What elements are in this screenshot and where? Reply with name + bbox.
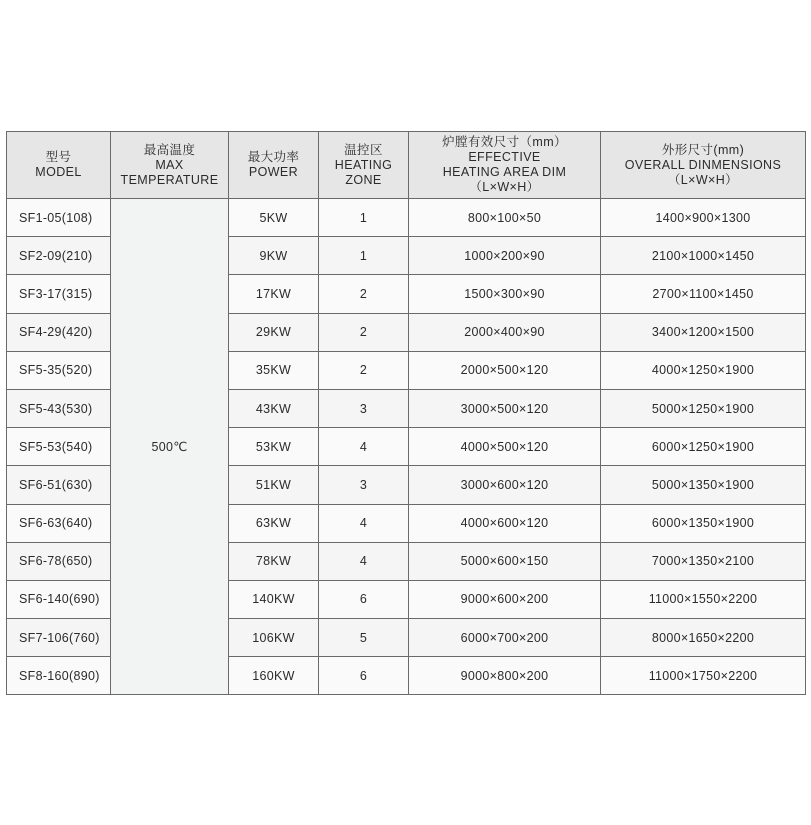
cell-power: 35KW (229, 351, 319, 389)
header-temperature-en-2: TEMPERATURE (120, 172, 219, 187)
cell-model: SF4-29(420) (7, 313, 111, 351)
table-header (7, 132, 806, 199)
cell-model: SF6-63(640) (7, 504, 111, 542)
cell-zone: 4 (319, 504, 409, 542)
header-power (229, 132, 319, 199)
cell-effective-dim: 5000×600×150 (409, 542, 601, 580)
cell-model: SF2-09(210) (7, 237, 111, 275)
cell-zone: 3 (319, 466, 409, 504)
header-temperature-en-1: MAX (155, 157, 184, 172)
cell-effective-dim: 2000×500×120 (409, 351, 601, 389)
header-temperature-cn: 最高温度 (143, 142, 196, 157)
header-model-cn: 型号 (45, 150, 72, 164)
header-zone (319, 132, 409, 199)
cell-model: SF1-05(108) (7, 199, 111, 237)
cell-effective-dim: 4000×500×120 (409, 428, 601, 466)
table-row (7, 199, 806, 237)
cell-zone: 2 (319, 313, 409, 351)
header-model (7, 132, 111, 199)
cell-model: SF5-53(540) (7, 428, 111, 466)
cell-effective-dim: 3000×600×120 (409, 466, 601, 504)
header-effective-en-2: HEATING AREA DIM (442, 165, 567, 179)
header-effective-lwh: （L×W×H） (469, 180, 540, 194)
cell-zone: 6 (319, 657, 409, 695)
table-body (7, 199, 806, 695)
cell-power: 43KW (229, 389, 319, 427)
cell-power: 29KW (229, 313, 319, 351)
header-overall-dim (601, 132, 806, 199)
cell-zone: 2 (319, 275, 409, 313)
cell-effective-dim: 3000×500×120 (409, 389, 601, 427)
header-power-cn: 最大功率 (247, 150, 300, 164)
cell-power: 51KW (229, 466, 319, 504)
cell-overall-dim: 11000×1550×2200 (601, 580, 806, 618)
cell-model: SF5-35(520) (7, 351, 111, 389)
cell-power: 17KW (229, 275, 319, 313)
cell-overall-dim: 5000×1250×1900 (601, 389, 806, 427)
header-zone-en-2: ZONE (345, 172, 382, 187)
cell-overall-dim: 4000×1250×1900 (601, 351, 806, 389)
cell-effective-dim: 1500×300×90 (409, 275, 601, 313)
cell-power: 160KW (229, 657, 319, 695)
cell-effective-dim: 2000×400×90 (409, 313, 601, 351)
cell-overall-dim: 6000×1250×1900 (601, 428, 806, 466)
cell-overall-dim: 1400×900×1300 (601, 199, 806, 237)
cell-zone: 1 (319, 237, 409, 275)
cell-model: SF6-51(630) (7, 466, 111, 504)
cell-model: SF6-140(690) (7, 580, 111, 618)
cell-overall-dim: 3400×1200×1500 (601, 313, 806, 351)
cell-max-temperature: 500℃ (111, 199, 229, 695)
header-temperature (111, 132, 229, 199)
header-row (7, 132, 806, 199)
cell-zone: 4 (319, 542, 409, 580)
header-overall-cn: 外形尺寸(mm) (661, 142, 745, 157)
cell-effective-dim: 9000×800×200 (409, 657, 601, 695)
cell-effective-dim: 6000×700×200 (409, 619, 601, 657)
cell-power: 9KW (229, 237, 319, 275)
cell-zone: 5 (319, 619, 409, 657)
cell-overall-dim: 7000×1350×2100 (601, 542, 806, 580)
header-zone-cn: 温控区 (344, 142, 383, 157)
spec-table (6, 131, 806, 695)
header-overall-en: OVERALL DINMENSIONS (624, 157, 782, 172)
cell-power: 78KW (229, 542, 319, 580)
cell-model: SF7-106(760) (7, 619, 111, 657)
cell-power: 53KW (229, 428, 319, 466)
header-power-en: POWER (248, 165, 299, 179)
cell-overall-dim: 2100×1000×1450 (601, 237, 806, 275)
cell-overall-dim: 8000×1650×2200 (601, 619, 806, 657)
cell-zone: 2 (319, 351, 409, 389)
cell-power: 140KW (229, 580, 319, 618)
cell-effective-dim: 4000×600×120 (409, 504, 601, 542)
cell-model: SF6-78(650) (7, 542, 111, 580)
cell-model: SF5-43(530) (7, 389, 111, 427)
cell-zone: 3 (319, 389, 409, 427)
cell-effective-dim: 800×100×50 (409, 199, 601, 237)
cell-zone: 6 (319, 580, 409, 618)
cell-power: 5KW (229, 199, 319, 237)
header-overall-lwh: （L×W×H） (667, 172, 739, 187)
header-effective-dim (409, 132, 601, 199)
header-zone-en-1: HEATING (334, 157, 393, 172)
cell-effective-dim: 9000×600×200 (409, 580, 601, 618)
cell-power: 63KW (229, 504, 319, 542)
cell-zone: 1 (319, 199, 409, 237)
cell-zone: 4 (319, 428, 409, 466)
cell-model: SF8-160(890) (7, 657, 111, 695)
header-effective-cn: 炉膛有效尺寸（mm） (442, 135, 567, 149)
cell-model: SF3-17(315) (7, 275, 111, 313)
cell-overall-dim: 6000×1350×1900 (601, 504, 806, 542)
cell-effective-dim: 1000×200×90 (409, 237, 601, 275)
cell-overall-dim: 2700×1100×1450 (601, 275, 806, 313)
cell-overall-dim: 11000×1750×2200 (601, 657, 806, 695)
header-model-en: MODEL (35, 165, 82, 179)
cell-power: 106KW (229, 619, 319, 657)
header-effective-en-1: EFFECTIVE (468, 150, 541, 164)
cell-overall-dim: 5000×1350×1900 (601, 466, 806, 504)
